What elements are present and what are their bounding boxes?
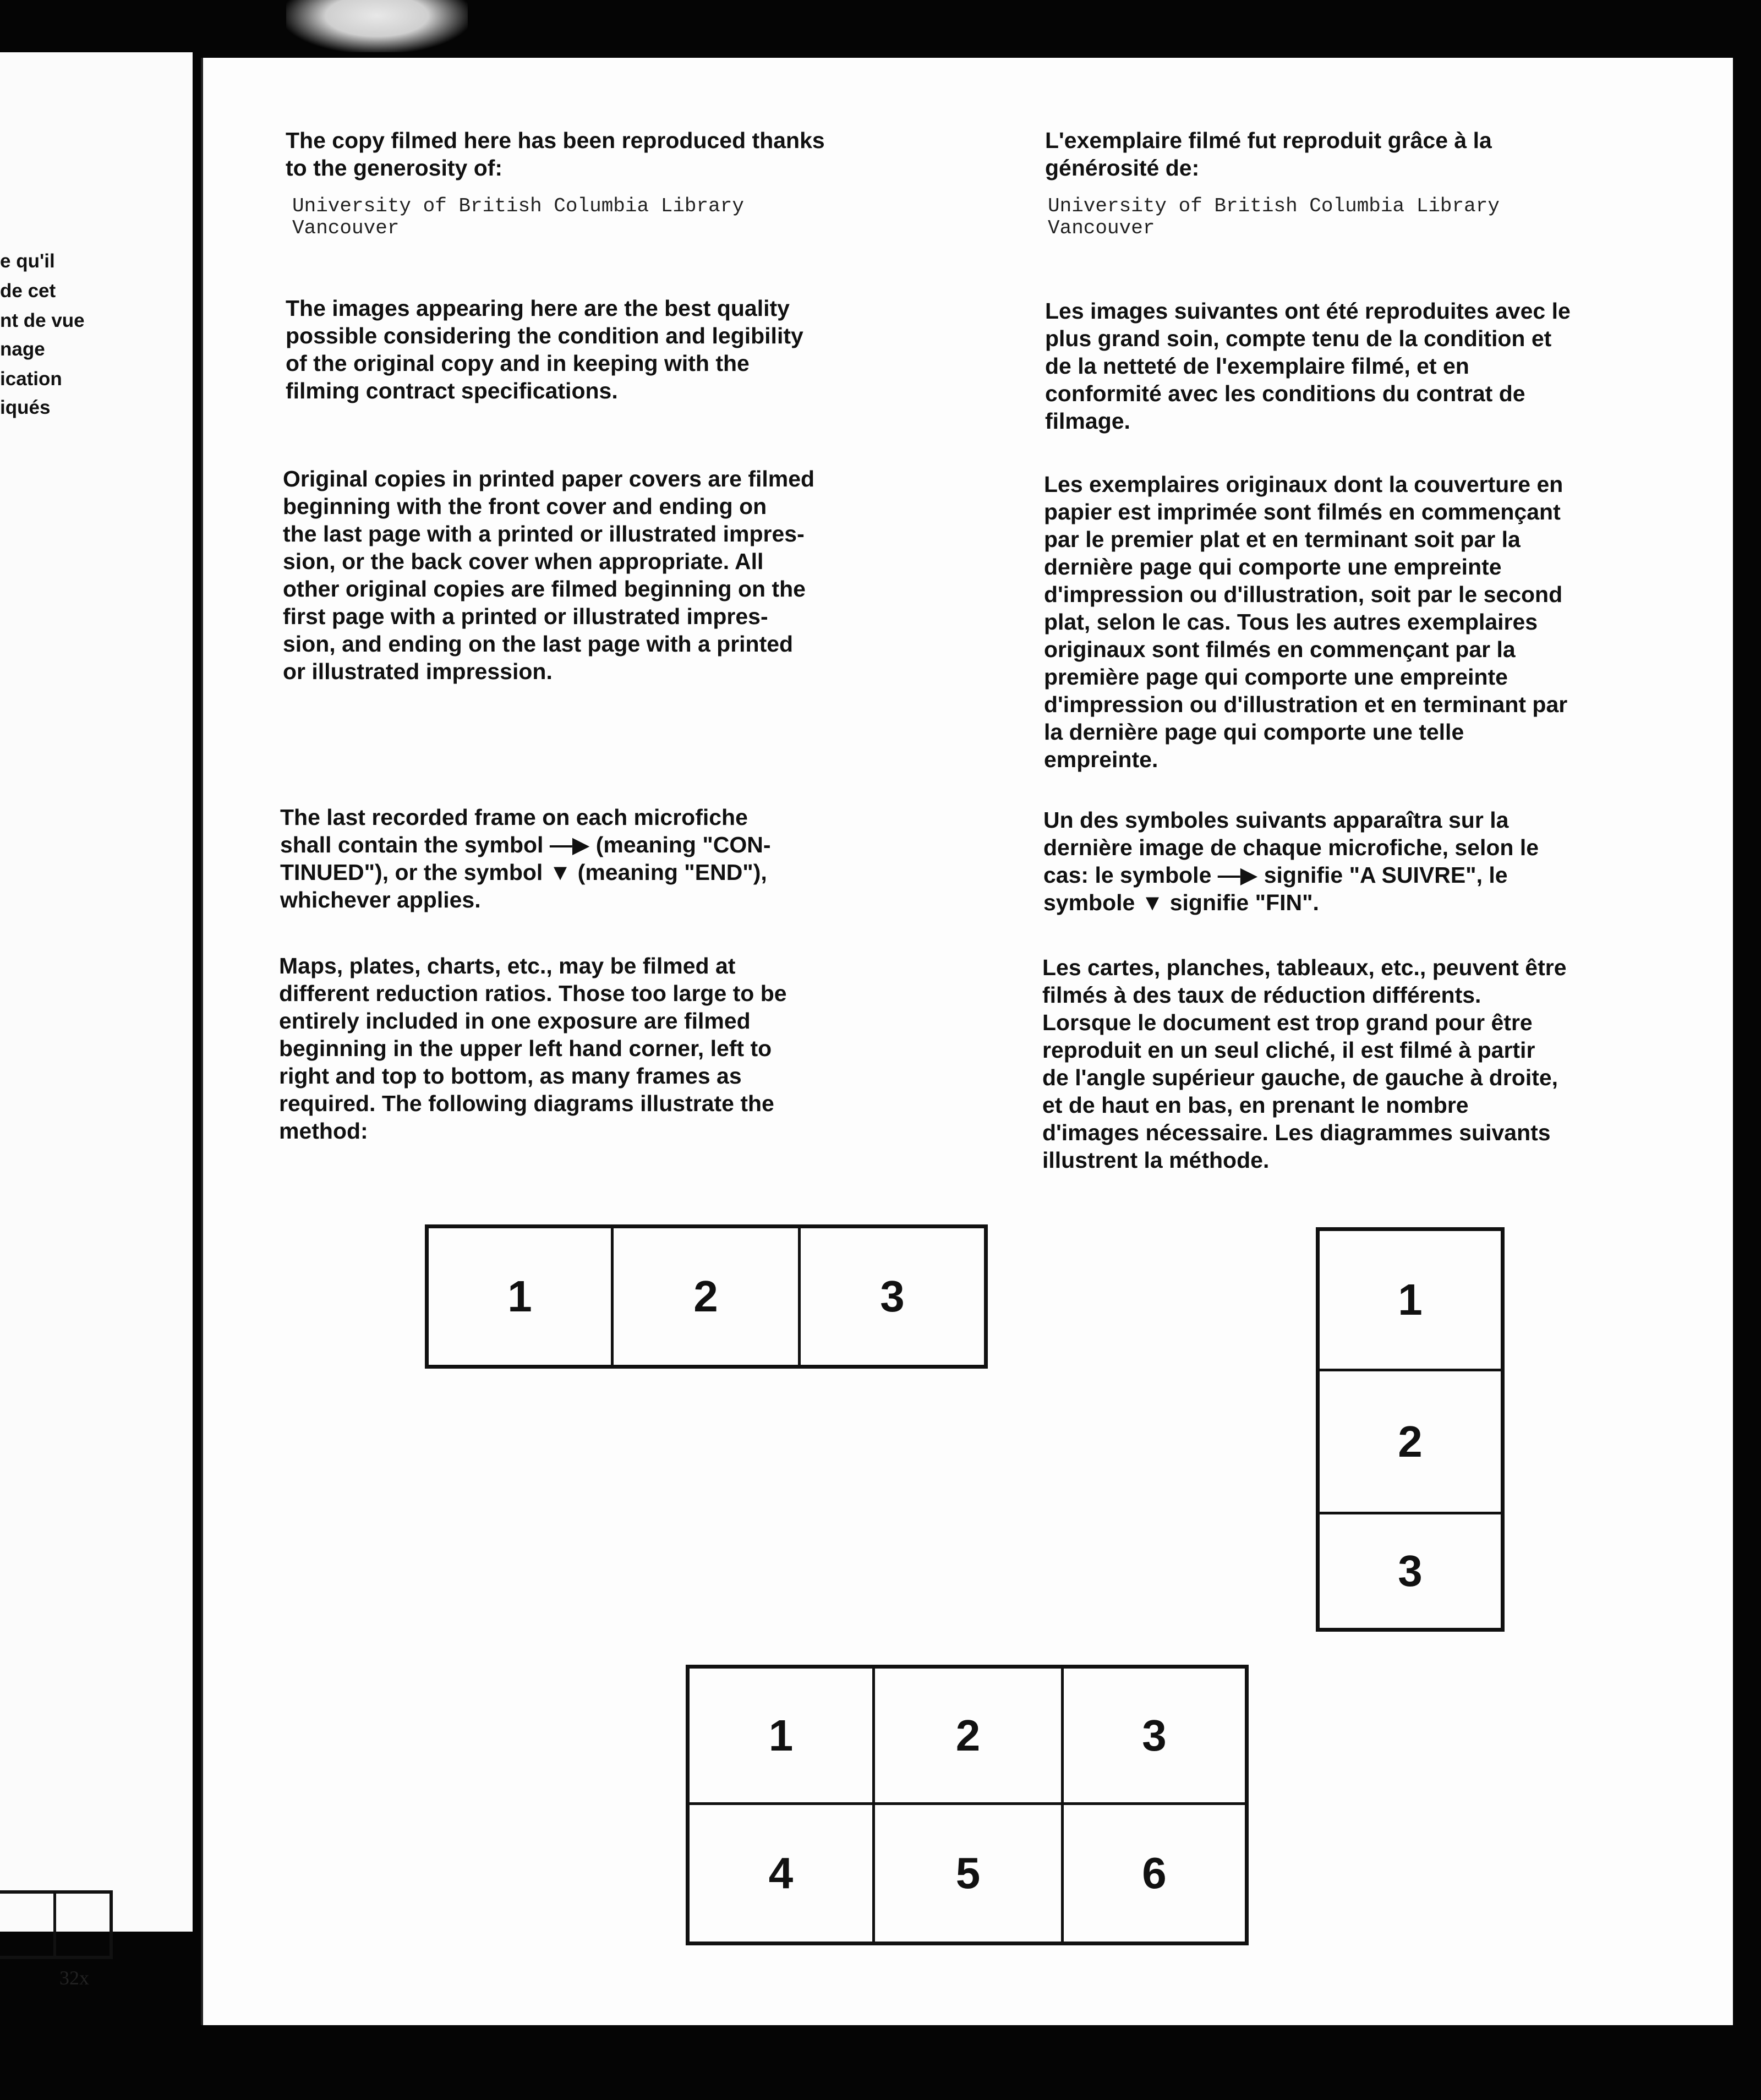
left-text-fragment: iqués — [0, 397, 51, 418]
grid-frames-diagram — [686, 1665, 1249, 1945]
diagram-cell: 3 — [880, 1272, 905, 1321]
en-institution: University of British Columbia Library Vancouver — [292, 195, 744, 239]
scan-artifact — [286, 0, 468, 52]
fr-covers-statement: Les exemplaires originaux dont la couverture en papier est imprimée sont filmés en commençant par le premier plat et en terminant soit par la dernière page qui comporte une empreinte d'impression ou d'illustration, soit par le second plat, selon le cas. Tous les autres exemplaires originaux sont filmés en commençant par la première page qui comporte une empreinte d'impression ou d'illustration et en terminant par la dernière page qui comporte une telle empreinte. — [1044, 472, 1568, 772]
left-text-fragment: ication — [0, 368, 62, 390]
diagram-cell: 5 — [875, 1805, 1064, 1942]
fr-institution: University of British Columbia Library Vancouver — [1048, 195, 1500, 239]
left-partial-page — [0, 52, 193, 1989]
fr-maps-statement: Les cartes, planches, tableaux, etc., peuvent être filmés à des taux de réduction différents. Lorsque le document est trop grand pour être reproduit en un seul cliché, il est filmé à partir de l'angle supérieur gauche, de gauche à droite, et de haut en bas, en prenant le nombre d'images nécessaire. Les diagrammes suivants illustrent la méthode. — [1042, 955, 1567, 1173]
fr-thanks-intro: L'exemplaire filmé fut reproduit grâce à la générosité de: — [1045, 128, 1492, 181]
left-frame-cell — [0, 1894, 53, 1956]
en-quality-statement: The images appearing here are the best quality possible considering the condition and legibility of the original copy and in keeping with the filming contract specifications. — [286, 296, 803, 403]
en-covers-statement: Original copies in printed paper covers are filmed beginning with the front cover and ending on the last page with a printed or illustrated impres- sion, or the back cover when appropriate. All other original copies are filmed beginning on the first page with a printed or illustrated impres- sion, and ending on the last page with a printed or illustrated impression. — [283, 466, 815, 684]
diagram-cell: 1 — [429, 1228, 614, 1365]
left-text-fragment: e qu'il — [0, 250, 55, 272]
left-text-fragment: nage — [0, 338, 45, 360]
en-symbols-statement: The last recorded frame on each microfiche shall contain the symbol —▶ (meaning "CON- TINUED"), or the symbol ▼ (meaning "END"), whichever applies. — [280, 805, 771, 912]
horizontal-frames-diagram — [425, 1224, 988, 1369]
main-page — [201, 58, 1733, 2025]
diagram-cell: 3 — [1398, 1546, 1423, 1595]
diagram-cell: 6 — [1142, 1849, 1167, 1897]
diagram-cell: 1 — [690, 1669, 875, 1805]
left-frame-diagram — [0, 1890, 113, 1959]
en-thanks-intro: The copy filmed here has been reproduced thanks to the generosity of: — [286, 128, 825, 181]
scan-top-border — [0, 0, 1761, 61]
left-frame-cell — [53, 1894, 110, 1956]
diagram-cell: 1 — [1320, 1231, 1501, 1371]
diagram-cell: 2 — [875, 1669, 1064, 1805]
page-number: 32x — [59, 1967, 89, 1989]
fr-symbols-statement: Un des symboles suivants apparaîtra sur la dernière image de chaque microfiche, selon le cas: le symbole —▶ signifie "A SUIVRE", le symbole ▼ signifie "FIN". — [1043, 807, 1539, 915]
diagram-cell: 2 — [1320, 1371, 1501, 1514]
left-text-fragment: de cet — [0, 280, 56, 302]
scan-right-border — [1742, 0, 1761, 2100]
diagram-cell: 2 — [614, 1228, 801, 1365]
en-maps-statement: Maps, plates, charts, etc., may be filmed at different reduction ratios. Those too large to be entirely included in one exposure are filmed beginning in the upper left hand corner, left to right and top to bottom, as many frames as required. The following diagrams illustrate the method: — [279, 953, 787, 1144]
vertical-frames-diagram — [1316, 1227, 1505, 1632]
diagram-cell: 4 — [690, 1805, 875, 1942]
left-text-fragment: nt de vue — [0, 310, 85, 331]
fr-quality-statement: Les images suivantes ont été reproduites avec le plus grand soin, compte tenu de la condition et de la netteté de l'exemplaire filmé, et en conformité avec les conditions du contrat de filmage. — [1045, 298, 1571, 434]
diagram-cell: 3 — [1064, 1669, 1245, 1805]
